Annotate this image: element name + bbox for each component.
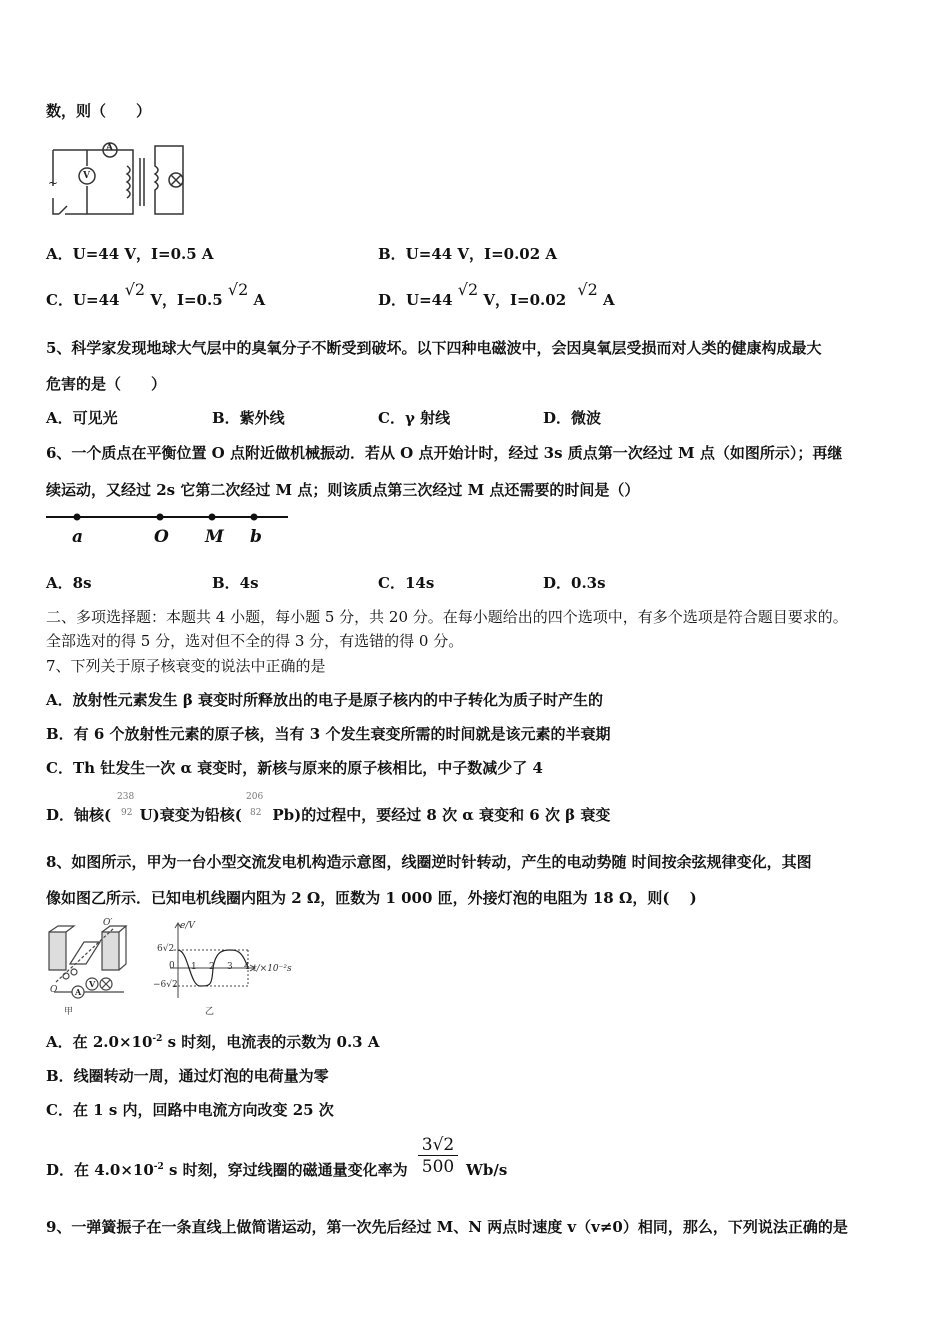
q5-option-a: A．可见光	[46, 409, 118, 427]
q7-pb-atomic-number: 82	[250, 808, 262, 818]
q6-point-o	[157, 514, 164, 521]
q8-a-post: s 时刻，电流表的示数为 0.3 A	[162, 1033, 380, 1051]
q8-y-top-label: 6√2	[157, 944, 175, 954]
q8-d-fraction	[418, 1135, 458, 1178]
q4-c-post: A	[253, 291, 266, 309]
q4-d-sqrt-1: √2	[457, 280, 479, 299]
q8-stem-line2: 像如图乙所示．已知电机线圈内阻为 2 Ω，匝数为 1 000 匝，外接灯泡的电阻为 18 Ω，则( )	[46, 889, 697, 907]
q5-option-d: D．微波	[543, 409, 602, 427]
q8-label-jia: 甲	[64, 1007, 74, 1017]
q7-u-mass-number: 238	[117, 792, 135, 802]
q8-option-d	[46, 1160, 408, 1180]
q4-option-a: A．U=44 V，I=0.5 A	[46, 245, 214, 263]
q4-c-mid: V，I=0.5	[150, 291, 223, 309]
q4-d-post: A	[603, 291, 615, 309]
q8-meter-v-label: V	[89, 979, 96, 989]
q7-option-c: C．Th 钍发生一次 α 衰变时，新核与原来的原子核相比，中子数减少了 4	[46, 759, 543, 777]
q6-option-d: D．0.3s	[543, 574, 606, 592]
q8-x-tick-3: 3	[227, 962, 233, 972]
q4-d-sqrt-2: √2	[577, 280, 598, 299]
q8-x-tick-4: 4	[244, 962, 250, 972]
q8-x-tick-1: 1	[191, 962, 197, 972]
q8-x-tick-2: 2	[209, 962, 215, 972]
q7-stem: 7、下列关于原子核衰变的说法中正确的是	[46, 657, 326, 675]
q8-d-denominator: 500	[421, 1157, 455, 1177]
q8-d-pre: D．在 4.0×10	[46, 1161, 154, 1179]
q6-stem-line1: 6、一个质点在平衡位置 O 点附近做机械振动．若从 O 点开始计时，经过 3s 质点第一次经过 M 点（如图所示）；再继	[46, 444, 843, 462]
q6-label-o: O	[154, 527, 169, 547]
q8-d-unit: Wb/s	[466, 1161, 508, 1179]
q4-transformer-circuit	[45, 136, 190, 220]
q4-option-d	[378, 280, 615, 310]
q7-d-uranium: U)衰变为铅核(	[139, 806, 242, 824]
section2-line2: 全部选对的得 5 分，选对但不全的得 3 分，有选错的得 0 分。	[46, 632, 464, 650]
q4-option-c	[46, 280, 266, 310]
q8-a-exp: -2	[152, 1034, 163, 1044]
q9-stem: 9、一弹簧振子在一条直线上做简谐运动，第一次先后经过 M、N 两点时速度 v（v≠0）相同，那么，下列说法正确的是	[46, 1218, 848, 1236]
q6-option-c: C．14s	[378, 574, 435, 592]
q8-y-axis-label: e/V	[180, 921, 195, 931]
q8-label-yi: 乙	[205, 1007, 215, 1017]
q4-ammeter-label: A	[106, 143, 113, 153]
q8-option-b: B．线圈转动一周，通过灯泡的电荷量为零	[46, 1067, 329, 1085]
q8-label-o-prime: O′	[103, 918, 113, 928]
q8-meter-a-label: A	[75, 987, 82, 997]
q4-d-mid: V，I=0.02	[483, 291, 567, 309]
q4-voltmeter-label: V	[83, 171, 90, 181]
q5-stem-line1: 5、科学家发现地球大气层中的臭氧分子不断受到破坏。以下四种电磁波中，会因臭氧层受损而对人类的健康构成最大	[46, 339, 822, 357]
q5-stem-line2: 危害的是（ ）	[46, 375, 167, 393]
q8-d-mid: s 时刻，穿过线圈的磁通量变化率为	[163, 1161, 408, 1179]
q5-option-c: C．γ 射线	[378, 409, 451, 427]
q8-stem-line1: 8、如图所示，甲为一台小型交流发电机构造示意图，线圈逆时针转动，产生的电动势随 时间按余弦规律变化，其图	[46, 853, 812, 871]
q4-stem-tail: 数，则（ ）	[46, 102, 152, 120]
q4-c-sqrt-2: √2	[227, 280, 249, 299]
q8-option-a	[46, 1032, 379, 1052]
q6-option-b: B．4s	[212, 574, 259, 592]
q7-d-pre: D．铀核(	[46, 806, 112, 824]
q8-a-pre: A．在 2.0×10	[46, 1033, 153, 1051]
q6-option-a: A．8s	[46, 574, 92, 592]
q8-x-axis-label: t/×10⁻²s	[253, 964, 292, 974]
q6-stem-line2: 续运动，又经过 2s 它第二次经过 M 点；则该质点第三次经过 M 点还需要的时间是（）	[46, 481, 640, 499]
q8-label-o: O	[50, 985, 58, 995]
q5-option-b: B．紫外线	[212, 409, 285, 427]
q8-y-zero-label: 0	[169, 961, 175, 971]
q6-point-m	[209, 514, 216, 521]
section2-line1: 二、多项选择题：本题共 4 小题，每小题 5 分，共 20 分。在每小题给出的四个选项中，有多个选项是符合题目要求的。	[46, 608, 848, 626]
q6-label-b: b	[250, 527, 262, 547]
q8-d-numerator: 3√2	[418, 1135, 458, 1156]
q4-option-b: B．U=44 V，I=0.02 A	[378, 245, 558, 263]
q4-c-pre: C．U=44	[46, 291, 120, 309]
q4-d-pre: D．U=44	[378, 291, 453, 309]
q4-source-label: ~	[48, 176, 59, 190]
q7-pb-mass-number: 206	[246, 792, 264, 802]
q8-y-bottom-label: −6√2	[153, 980, 178, 990]
q7-option-b: B．有 6 个放射性元素的原子核，当有 3 个发生衰变所需的时间就是该元素的半衰期	[46, 725, 611, 743]
q6-label-m: M	[205, 527, 224, 547]
q7-option-a: A．放射性元素发生 β 衰变时所释放出的电子是原子核内的中子转化为质子时产生的	[46, 691, 604, 709]
q8-generator-diagram	[44, 920, 134, 1002]
q8-d-exp: -2	[153, 1162, 164, 1172]
q8-option-c: C．在 1 s 内，回路中电流方向改变 25 次	[46, 1101, 334, 1119]
q7-d-post: Pb)的过程中，要经过 8 次 α 衰变和 6 次 β 衰变	[272, 806, 611, 824]
q6-point-a	[74, 514, 81, 521]
q6-point-b	[251, 514, 258, 521]
q4-c-sqrt-1: √2	[124, 280, 146, 299]
q6-number-line	[46, 510, 291, 524]
q7-u-atomic-number: 92	[121, 808, 133, 818]
q6-label-a: a	[72, 527, 84, 547]
